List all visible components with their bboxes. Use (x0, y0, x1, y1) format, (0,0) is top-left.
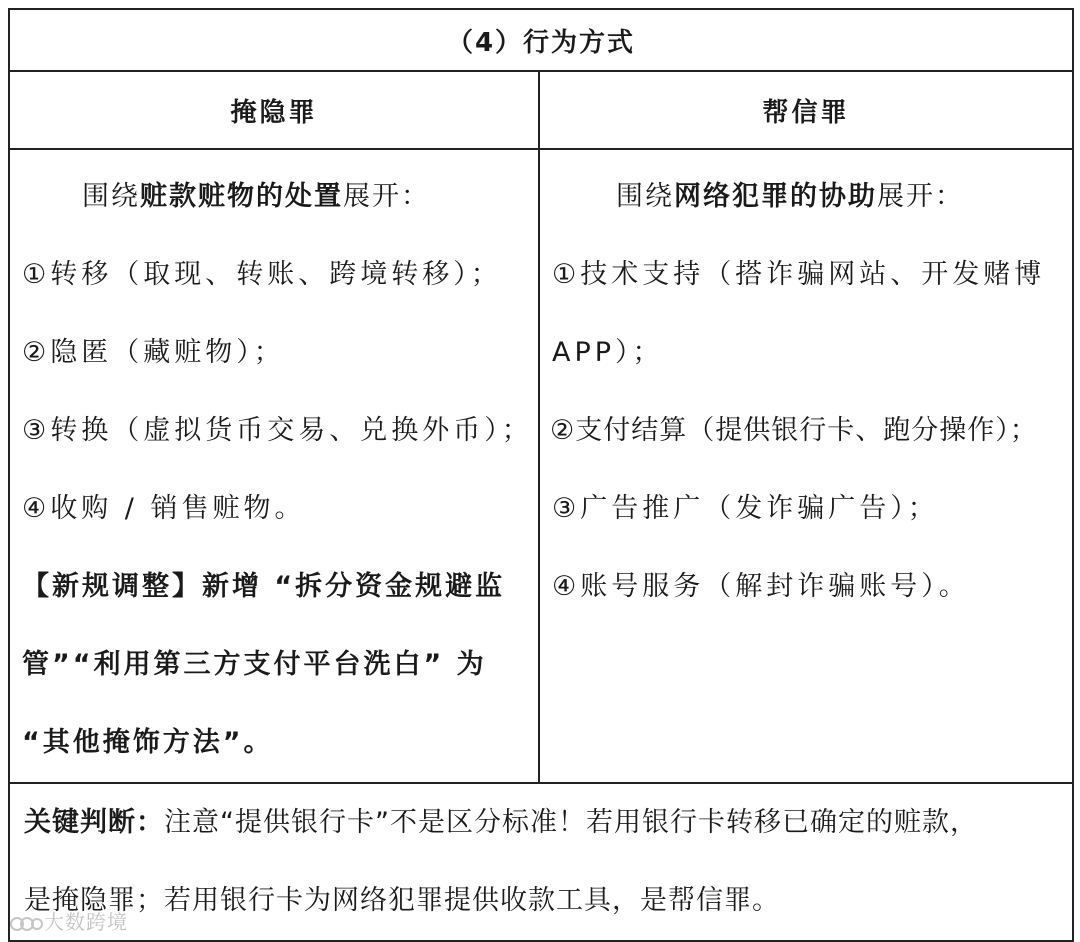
behavior-comparison-table (8, 8, 1074, 942)
right-intro-bold: 网络犯罪的协助 (674, 181, 877, 212)
new-rule-line-2: 管”“利用第三方支付平台洗白” 为 (22, 649, 487, 680)
header-row (9, 71, 1073, 149)
left-item-1: ①转移（取现、转账、跨境转移）； (22, 259, 502, 290)
right-intro-prefix: 围绕 (616, 181, 674, 212)
logo-icon (8, 913, 44, 935)
table-title: （4）行为方式 (9, 9, 1073, 71)
new-rule-line-3: “其他掩饰方法”。 (22, 727, 274, 758)
right-column-header: 帮信罪 (539, 71, 1073, 149)
left-intro-prefix: 围绕 (82, 181, 140, 212)
title-row (9, 9, 1073, 71)
right-item-1: ①技术支持（搭诈骗网站、开发赌博 (552, 259, 1046, 290)
right-column-content (539, 149, 1073, 783)
new-rule-line-1: 【新规调整】新增 “拆分资金规避监 (22, 571, 506, 602)
right-intro-suffix: 展开： (877, 181, 964, 212)
left-intro-suffix: 展开： (343, 181, 430, 212)
key-judgment-line-2: 是掩隐罪；若用银行卡为网络犯罪提供收款工具，是帮信罪。 (24, 885, 780, 916)
left-column-content (9, 149, 539, 783)
right-item-1-cont: APP）； (552, 337, 664, 368)
left-item-3: ③转换（虚拟货币交易、兑换外币）； (22, 415, 533, 446)
watermark-text: 大数跨境 (44, 910, 128, 934)
watermark (8, 906, 128, 935)
right-intro (540, 158, 1072, 236)
key-judgment-cell (9, 783, 1073, 941)
left-column-header: 掩隐罪 (9, 71, 539, 149)
left-intro (10, 158, 538, 236)
content-row (9, 149, 1073, 783)
right-item-3: ③广告推广（发诈骗广告）； (552, 493, 939, 524)
key-judgment-label: 关键判断： (24, 807, 164, 838)
right-item-2: ②支付结算（提供银行卡、跑分操作）； (550, 415, 1038, 446)
key-judgment-row (9, 783, 1073, 941)
left-item-4: ④收购 / 销售赃物。 (22, 493, 306, 524)
key-judgment-text-1: 注意“提供银行卡”不是区分标准！若用银行卡转移已确定的赃款， (164, 807, 978, 838)
left-intro-bold: 赃款赃物的处置 (140, 181, 343, 212)
key-judgment-line-1 (10, 784, 1072, 862)
left-item-2: ②隐匿（藏赃物）； (22, 337, 285, 368)
right-item-4: ④账号服务（解封诈骗账号）。 (552, 571, 970, 602)
